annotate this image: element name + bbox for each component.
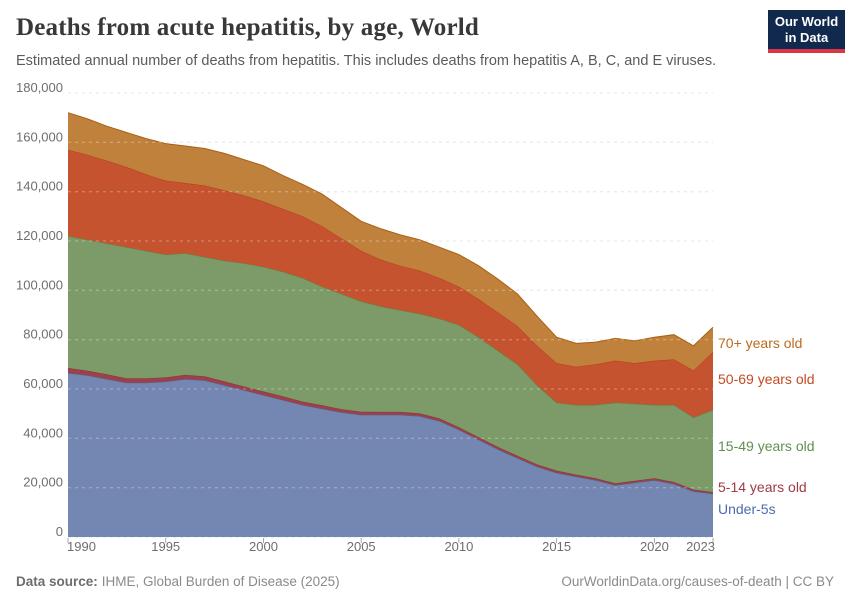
data-source-text: IHME, Global Burden of Disease (2025) — [101, 573, 340, 589]
y-axis-tick-label: 100,000 — [16, 277, 63, 293]
data-source-label: Data source: — [16, 573, 98, 589]
chart-subtitle: Estimated annual number of deaths from hepatitis. This includes deaths from hepatitis A, B, C, and E viruses. — [16, 53, 717, 69]
legend-label-under-5s[interactable]: Under-5s — [718, 501, 776, 517]
y-axis-tick-label: 40,000 — [23, 425, 63, 441]
x-axis-tick-label: 2000 — [249, 539, 278, 554]
legend-label-70plus-years-old[interactable]: 70+ years old — [718, 335, 803, 351]
x-axis-tick-label: 2005 — [346, 539, 376, 554]
legend-label-50-69-years-old[interactable]: 50-69 years old — [718, 371, 815, 387]
y-axis-tick-label: 20,000 — [23, 474, 63, 490]
x-axis-tick-label: 2015 — [542, 539, 572, 554]
y-axis-tick-label: 80,000 — [23, 326, 63, 342]
legend-label-5-14-years-old[interactable]: 5-14 years old — [718, 479, 807, 495]
x-axis-tick-label: 2020 — [639, 539, 669, 554]
owid-url-link[interactable]: OurWorldinData.org/causes-of-death | CC BY — [561, 573, 834, 589]
x-axis-tick-label: 1990 — [67, 539, 96, 554]
data-source — [16, 574, 340, 589]
x-axis-tick-label: 2023 — [686, 539, 715, 554]
y-axis-tick-label: 180,000 — [16, 80, 63, 95]
y-axis-tick-label: 0 — [55, 524, 63, 539]
y-axis-tick-label: 140,000 — [16, 178, 63, 194]
legend-label-15-49-years-old[interactable]: 15-49 years old — [718, 438, 815, 454]
y-axis-tick-label: 120,000 — [16, 228, 63, 243]
x-axis-tick-label: 2010 — [444, 539, 474, 554]
owid-logo-line1: Our World — [774, 14, 839, 29]
owid-logo-line2: in Data — [784, 30, 829, 45]
y-axis-tick-label: 160,000 — [16, 129, 63, 145]
x-axis-tick-label: 1995 — [151, 539, 181, 554]
y-axis-tick-label: 60,000 — [23, 376, 63, 391]
chart-footer — [0, 570, 850, 592]
page-title: Deaths from acute hepatitis, by age, World — [16, 14, 480, 41]
